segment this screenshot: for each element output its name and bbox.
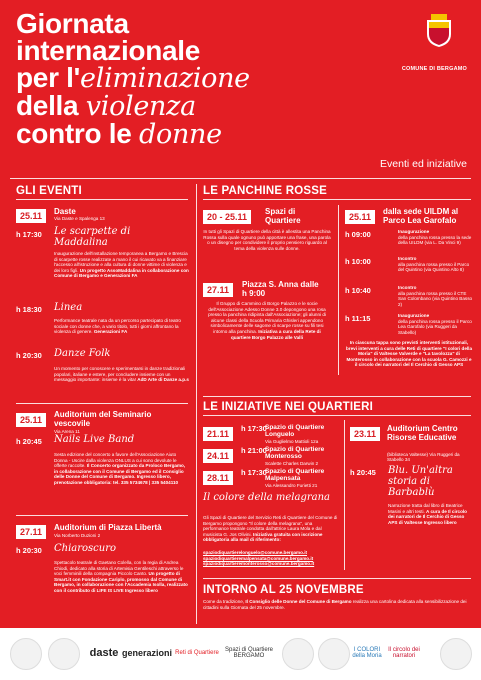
column-divider (196, 184, 197, 624)
venue-address: Via Daste e Spalenga 13 (54, 216, 105, 221)
event-time: h 18:30 (16, 305, 42, 314)
row-address: Via Alessandro Furietti 21 (265, 483, 318, 488)
quartiere-row (203, 446, 343, 464)
title-l4b: violenza (85, 91, 196, 122)
title-l3b: eliminazione (80, 63, 250, 94)
event-description (54, 251, 189, 279)
title-l4a: della (16, 90, 86, 121)
panchine-rule (203, 199, 471, 200)
date-badge: 21.11 (203, 427, 233, 441)
row-address: Scalette Charles Darwin 2 (265, 461, 319, 466)
uildm-note: In ciascuna tappa sono previsti interventi istituzionali, brevi interventi a cura delle Reti di quartiere "I colori della Moria" di Valtesse Valverde e "La tavolozza" di Monterosso in collaborazione con la scuola G. Camozzi e il circolo dei narratori del Il Cerchio di Gesso APS (346, 340, 472, 368)
event-time: h 20:30 (16, 546, 42, 555)
row-time: h 21:00 (241, 446, 267, 455)
venue-title: Auditorium del Seminario vescovile (54, 410, 152, 428)
intorno-text-a: Come da tradizione, (203, 599, 246, 604)
iniziative-rule (203, 415, 471, 416)
mail-list (203, 550, 343, 567)
stop-place: alla panchina rossa presso il Parco del Quintino (via Quintino Alto 8) (398, 261, 470, 273)
event-name: Blu. Un'altra storia di Barbablù (388, 465, 453, 498)
event-credit: A cura de Il circolo dei narratori de Il Cerchio di Gesso APS di Valtesse Ingresso libero (388, 508, 467, 525)
row-title: Spazio di Quartiere Monterosso (265, 446, 325, 460)
venue-address: Via Arena 11 (54, 429, 80, 434)
event-credit: Il Concerto organizzato da Proloco Bergamo, in collaborazione con il Comune di Bergamo ed il Consiglio delle Donne del Comune di Bergamo. Ingresso libero, prenotazione obbligatoria: tel. 335 5734678 | 335 5404110 (54, 463, 186, 485)
logo-circle-icon (10, 638, 42, 670)
event-text: Un momento per conoscere e sperimentarsi in danze tradizionali popolari, italiane e estere, per concludere insieme con un messaggio importante: insieme è la vita! (54, 366, 186, 383)
section-rule (16, 515, 188, 516)
row-title: Spazio di Quartiere Malpensata (265, 468, 325, 482)
event-text: Narrazione tratta dal libro di Beatrice Masini e altri testi. (388, 503, 463, 514)
anna-text: Il Gruppo di Cammino di Borgo Palazzo e le socie dell'Associazione Adesso Donne 3.0 depongono una rosa presso la panchina ridipinta dall'Associazione; gli alunni di alcune classi della Scuola Primaria Ghisleri appendono simbolicamente delle sagome di scarpe rosse su fili tesi intorno alla panchina. (208, 301, 326, 334)
row-time: h 17:30 (241, 468, 267, 477)
iniziative-divider (344, 420, 345, 570)
quartiere-row (203, 468, 343, 486)
stop-kind: Inaugurazione (398, 229, 430, 234)
row-address: Via Guglielmo Mattioli 12a (265, 439, 319, 444)
event-time: h 17:30 (16, 230, 42, 239)
stop-place: alla panchina rossa presso il CTE San Colombano (via Quintino Basso 2) (398, 290, 473, 307)
event-time: h 20:30 (16, 351, 42, 360)
event-text: Performance teatrale nata da un percorso partecipato di teatro sociale con donne che, a vario titolo, tutti i giorni affrontano la violenza di genere. (54, 318, 181, 335)
event-text: Spettacolo teatrale di Gaetano Colella, con la regia di Andrea Chiodi, dedicato alla storia di Artemisia Gentileschi attraverso le voci femminili della compagnia Piccolo Canto. (54, 560, 184, 577)
gli-eventi-heading: GLI EVENTI (16, 185, 82, 197)
venue-address: (biblioteca Valtesse) Via Ruggeri da Stabello 34 (387, 452, 460, 463)
uildm-panchina (345, 207, 473, 225)
anna-description (203, 301, 331, 340)
uildm-time: h 10:00 (345, 257, 371, 266)
venue-title: Auditorium Centro Risorse Educative (387, 424, 458, 442)
spazi-logo: Spazi di Quartiere BERGAMO (224, 647, 274, 659)
uildm-stop (398, 285, 473, 307)
daste-event (16, 206, 191, 224)
venue-address: Via Norberto Duzioni 2 (54, 533, 101, 538)
spazi-panchina (203, 207, 331, 225)
stop-place: della panchina rossa presso il Parco Lea Garofalo (via Ruggeri da Stabello) (398, 318, 472, 335)
uildm-stop (398, 256, 473, 273)
event-time: h 20:45 (16, 437, 42, 446)
intorno-top-rule (203, 578, 471, 579)
event-credit: Un progetto AssoMaddalina in collaborazione con Comune di Bergamo e Generazioni FA (54, 267, 189, 279)
risorse-event (350, 424, 475, 463)
venue-title: Piazza S. Anna dalle h 9:00 (242, 280, 319, 298)
uildm-time: h 09:00 (345, 230, 371, 239)
date-badge: 27.11 (203, 283, 233, 297)
title-l5a: contro le (16, 118, 140, 149)
title-l3a: per l' (16, 62, 80, 93)
date-badge: 25.11 (16, 413, 46, 427)
uildm-time: h 11:15 (345, 314, 371, 323)
venue-title: Auditorium di Piazza Libertà (54, 523, 162, 532)
event-name: Nails Live Band (54, 434, 135, 445)
generazioni-logo: generazioni (122, 648, 173, 658)
bergamo-crest-icon (425, 14, 453, 48)
stop-kind: Inaugurazione (398, 313, 430, 318)
uildm-stop (398, 229, 473, 246)
event-credit: Un progetto di Smart.it con Fondazione Cariplo, promosso dal Comune di Bergamo, in collaborazione con l'Accademia Isolla, realizzato con il contributo di LIFE IS LIVE Ingresso libero (54, 571, 188, 593)
panchine-divider (338, 205, 339, 375)
stop-place: della panchina rossa presso la sede della UILDM (via L. Da Vinci 9) (398, 234, 472, 246)
date-badge: 28.11 (203, 471, 233, 485)
title-line-5 (16, 120, 346, 148)
event-name: Chiaroscuro (54, 543, 117, 554)
anna-credit: Iniziativa a cura della Rete di quartiere Borgo Palazzo alle Valli (231, 328, 321, 340)
event-description (388, 503, 473, 525)
daste-logo: daste (89, 647, 119, 659)
date-badge: 23.11 (350, 427, 380, 441)
intorno-text-c: realizza una cartolina dedicata alla sensibilizzazione dei cittadini sulla Giornata del 25 novembre. (203, 599, 467, 610)
uildm-time: h 10:40 (345, 286, 371, 295)
date-badge: 25.11 (345, 210, 375, 224)
melagrana-name: Il colore della melagrana (203, 492, 331, 503)
venue-title: dalla sede UILDM al Parco Lea Garofalo (383, 207, 459, 225)
spazi-description: In tutti gli Spazi di Quartiere della città è allestita una Panchina Rossa sulla quale ognuno può apportare una frase, una parola o un disegno per condividere il proprio pensiero riguardo al tema della violenza sulle donne. (203, 229, 331, 251)
stop-kind: Incontro (398, 285, 417, 290)
stop-kind: Incontro (398, 256, 417, 261)
gli-eventi-rule (16, 199, 188, 200)
event-text: Inaugurazione dell'installazione temporanea a Bergamo e Brescia di scarpette rosse realizzate a mano il cui ricavato va a finanziare l'accesso all'istruzione e alla cultura di donne vittime di violenza e dei loro figli. (54, 251, 188, 273)
sponsor-footer (0, 628, 481, 680)
date-badge: 25.11 (16, 209, 46, 223)
event-name: Linea (54, 302, 83, 313)
comune-label: COMUNE DI BERGAMO (401, 66, 467, 72)
section-rule (16, 403, 188, 404)
title-l5b: donne (139, 119, 222, 150)
eventi-subtitle: Eventi ed iniziative (380, 158, 467, 170)
melagrana-description (203, 515, 338, 543)
intorno-description (203, 599, 471, 610)
venue-title: Daste (54, 207, 76, 216)
title-line-2: internazionale (16, 35, 201, 66)
logo-circle-icon (48, 638, 80, 670)
colori-logo: I COLORI della Moria (352, 647, 382, 659)
title-line-4 (16, 92, 346, 120)
logo-circle-icon (440, 638, 472, 670)
mail-link[interactable]: spaziodiquartieremalpensata@comune.bergamo.it (203, 555, 314, 561)
iniziative-heading: LE INIZIATIVE NEI QUARTIERI (203, 401, 374, 413)
event-name: Danze Folk (54, 348, 111, 359)
event-credit: Generazioni FA (93, 329, 128, 335)
title-line-3 (16, 64, 346, 92)
venue-title: Spazi di Quartiere (265, 207, 301, 225)
anna-panchina (203, 280, 331, 298)
row-title: Spazio di Quartiere Longuelo (265, 424, 325, 438)
narratori-logo: Il circolo dei narratori (388, 647, 420, 659)
event-description (54, 560, 189, 594)
panchine-heading: LE PANCHINE ROSSE (203, 185, 327, 197)
title-line-1: Giornata (16, 8, 129, 39)
melagrana-text: Gli Spazi di Quartiere del Servizio Reti di Quartiere del Comune di Bergamo propongono "Il colore della melagrana", una performance teatrale condotta dall'attrice Laura Mola e dal musicista G. Jos Olivini. (203, 515, 338, 537)
header-divider (10, 178, 471, 179)
main-title (16, 10, 346, 148)
intorno-heading: INTORNO AL 25 NOVEMBRE (203, 584, 364, 596)
melagrana-note: Iniziativa gratuita con iscrizione obbligatoria alla mail di riferimento: (203, 531, 323, 543)
intorno-text-b: Il Consiglio delle Donne del Comune di Bergamo (245, 599, 352, 604)
seminario-event (16, 410, 191, 434)
mail-link[interactable]: spaziodiquartierelonguelo@comune.bergamo.it (203, 550, 308, 555)
row-time: h 17:30 (241, 424, 267, 433)
event-description (54, 318, 189, 335)
logo-circle-icon (282, 638, 314, 670)
date-badge: 24.11 (203, 449, 233, 463)
reti-logo: Reti di Quartiere (175, 650, 219, 656)
event-description (54, 452, 189, 486)
event-description (54, 366, 189, 383)
quartiere-row (203, 424, 343, 442)
uildm-stop (398, 313, 473, 335)
logo-circle-icon (318, 638, 350, 670)
liberta-event (16, 522, 191, 540)
date-badge: 27.11 (16, 525, 46, 539)
mail-link[interactable]: spaziodiquartieremonterosso@comune.bergamo.it (203, 561, 315, 567)
event-text: Sesta edizione del concerto a favore dell'Associazione Aiuto Donna - Uscire dalla violenza ONLUS a cui sono devolute le offerte raccolte. (54, 452, 177, 469)
iniziative-top-rule (203, 396, 471, 397)
date-badge: 20 - 25.11 (203, 210, 251, 224)
event-credit: AdD Arte di Danze a.p.s (137, 377, 189, 383)
event-time: h 20:45 (350, 468, 376, 477)
event-name: Le scarpette di Maddalina (54, 226, 131, 248)
